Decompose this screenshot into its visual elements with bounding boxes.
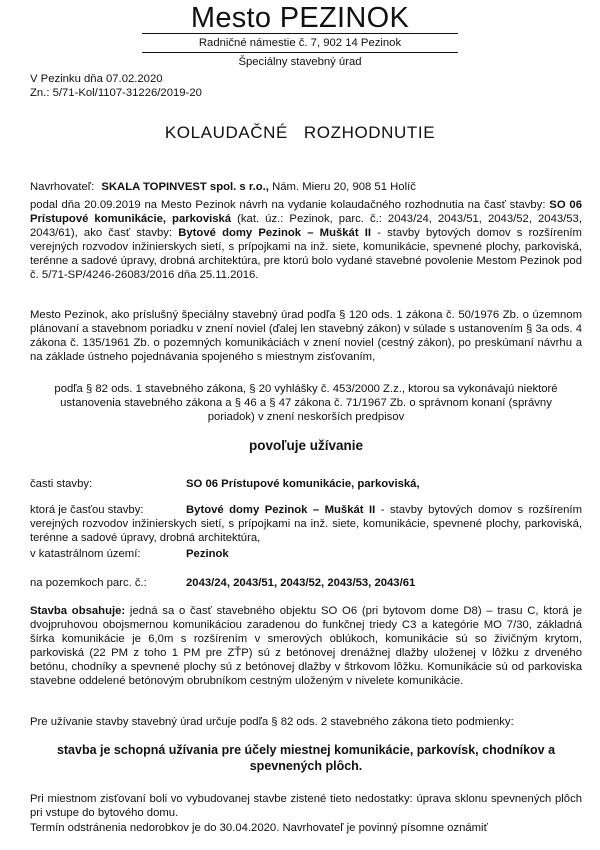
municipality-title: Mesto PEZINOK [190,2,410,34]
whole-label: ktorá je časťou stavby: [30,504,144,516]
municipality-address: Radničné námestie č. 7, 902 14 Pezinok [198,37,402,49]
reference-number: Zn.: 5/71-Kol/1107-31226/2019-20 [30,87,202,99]
whole-value-rest: - stavby bytových domov s rozšírením verejných rozvodov inžinierskych sietí, s prípojkami na inž. siete, komunikácie, spevnené plochy, parkoviská, terénne a sadové úpravy, drobná architektúra, [30,504,582,544]
cadastre-value: Pezinok [186,548,229,560]
content-paragraph [30,604,582,688]
intro-p1-object: SO 06 Prístupové komunikácie, parkoviská [30,199,582,225]
whole-value-building: Bytové domy Pezinok – Muškát II [186,504,376,516]
deadline-paragraph: Termín odstránenia nedorobkov je do 30.04.2020. Navrhovateľ je povinný písomne oznámiť [30,822,488,834]
part-value: SO 06 Prístupové komunikácie, parkoviská, [186,478,420,490]
document-title-text: KOLAUDAČNÉ ROZHODNUTIE [164,123,436,142]
intro-p1-middle: (kat. úz.: Pezinok, parc. č.: 2043/24, 2043/51, 2043/52, 2043/53, 2043/61), ako časť stavby: [30,213,582,239]
applicant-name: SKALA TOPINVEST spol. s r.o., [101,181,269,193]
intro-paragraph-1 [30,198,582,282]
whole-value [30,503,582,545]
applicant-line [30,180,582,194]
part-label: časti stavby: [30,478,93,490]
place-date: V Pezinku dňa 07.02.2020 [30,73,163,85]
intro-paragraph-3: podľa § 82 ods. 1 stavebného zákona, § 20 vyhlášky č. 453/2000 Z.z., ktorou sa vykonávajú niektoré ustanovenia stavebného zákona a § 46 a § 47 zákona č. 71/1967 Zb. o správnom konaní (správny poriadok) v znení neskorších predpisov [54,383,558,423]
header-divider-2 [142,52,458,53]
defects-paragraph: Pri miestnom zisťovaní boli vo vybudovanej stavbe zistené tieto nedostatky: úprava sklonu spevnených plôch pri vstupe do bytového domu. [30,793,582,819]
intro-p1-end: - stavby bytových domov s rozšírením verejných rozvodov inžinierskych sietí, s prípojkami na inž. siete, komunikácie, spevnené plochy, parkoviská, terénne a sadové úpravy, drobná architektúra, pre ktorú bolo vydané stavebné povolenie Mestom Pezinok pod č. 5/71-SP/4246-26083/2016 dňa 25.11.2016. [30,227,582,281]
content-text: jedná sa o časť stavebného objektu SO O6 (pri bytovom dome D8) – trasu C, ktorá je dvojpruhovou obojsmernou komunikáciou zaradenou do funkčnej triedy C3 a kategórie MO 7/30, základná šírka komunikácie je 6,0m s rozšírením v smerových oblúkoch, komunikácie sú so živičným krytom, parkoviská (22 PM z toho 1 PM pre ZŤP) sú z betónovej drenážnej dlažby uloženej v lôžku z drveného betónu, chodníky a spevnené plochy sú z betónovej dlažby v štrkovom lôžku. Komunikácie sú od parkoviska stavebne oddelené betónovým obrubníkom cestným uloženým v nivelete komunikácie. [30,605,582,687]
applicant-address: Nám. Mieru 20, 908 51 Holíč [268,181,416,193]
applicant-label: Navrhovateľ: [30,181,95,193]
parcels-label: na pozemkoch parc. č.: [30,577,147,589]
intro-paragraph-2: Mesto Pezinok, ako príslušný špeciálny stavebný úrad podľa § 120 ods. 1 zákona č. 50/1976 Zb. o územnom plánovaní a stavebnom poriadku v znení noviel (ďalej len stavebný zákon) v súlade s ustanovením § 3a ods. 4 zákona č. 135/1961 Zb. o pozemných komunikáciách v znení noviel (cestný zákon), po preskúmaní návrhu a na základe ústneho pojednávania spojeného s miestnym zisťovaním, [30,309,582,363]
parcels-value: 2043/24, 2043/51, 2043/52, 2043/53, 2043/61 [186,577,416,589]
decision-heading: povoľuje užívanie [249,438,363,453]
intro-p1-start: podal dňa 20.09.2019 na Mesto Pezinok návrh na vydanie kolaudačného rozhodnutia na časť stavby: [30,199,546,211]
intro-p1-building: Bytové domy Pezinok – Muškát II [172,227,372,239]
content-label: Stavba obsahuje: [30,605,126,617]
office-name: Špeciálny stavebný úrad [238,56,362,68]
conditions-intro: Pre užívanie stavby stavebný úrad určuje podľa § 82 ods. 2 stavebného zákona tieto podmienky: [30,716,514,728]
header-divider [142,33,458,34]
cadastre-label: v katastrálnom území: [30,548,141,560]
conditions-statement: stavba je schopná užívania pre účely miestnej komunikácie, parkovísk, chodníkov a spevnených plôch. [56,743,556,773]
document-title [0,123,600,142]
